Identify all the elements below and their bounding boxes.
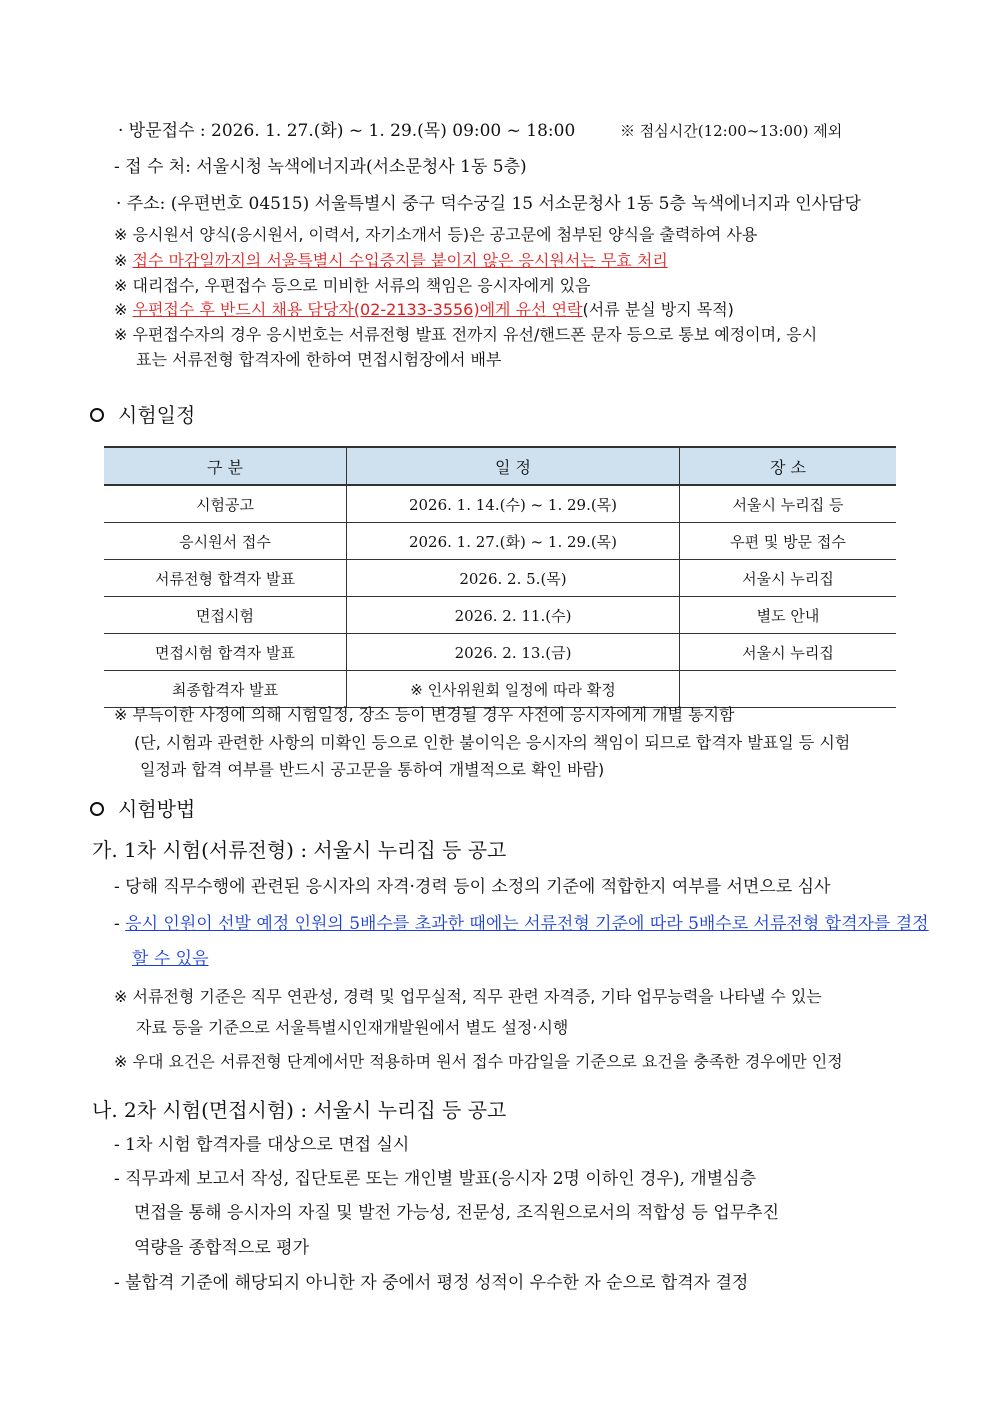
reception-address: · 주소: (우편번호 04515) 서울특별시 중구 덕수궁길 15 서소문청사 1동 5층 녹색에너지과 인사담당	[116, 194, 861, 214]
note-mark: ※	[114, 300, 133, 319]
reception-office: - 접 수 처: 서울시청 녹색에너지과(서소문청사 1동 5층)	[114, 157, 527, 177]
cell-category: 면접시험	[104, 597, 347, 634]
cell-place: 서울시 누리집	[680, 560, 897, 597]
note-mail-number: ※ 우편접수자의 경우 응시번호는 서류전형 발표 전까지 유선/핸드폰 문자 등으로 통보 예정이며, 응시	[114, 325, 818, 344]
schedule-table	[104, 446, 896, 708]
table-row	[104, 634, 896, 671]
table-row	[104, 671, 896, 708]
schedule-note-cont: 일정과 합격 여부를 반드시 공고문을 통하여 개별적으로 확인 바람)	[140, 760, 605, 779]
first-exam-multiplier-rule-cont: 할 수 있음	[132, 949, 209, 969]
circle-bullet-icon	[90, 408, 104, 422]
cell-date: 2026. 2. 5.(목)	[347, 560, 680, 597]
cell-place: 우편 및 방문 접수	[680, 523, 897, 560]
visit-reception-text: · 방문접수 : 2026. 1. 27.(화) ~ 1. 29.(목) 09:00 ~ 18:00	[118, 121, 576, 141]
first-exam-note: ※ 서류전형 기준은 직무 연관성, 경력 및 업무실적, 직무 관련 자격증, 기타 업무능력을 나타낼 수 있는	[114, 987, 822, 1006]
cell-category: 서류전형 합격자 발표	[104, 560, 347, 597]
second-exam-item-cont: 면접을 통해 응시자의 자질 및 발전 가능성, 전문성, 조직원으로서의 적합성 등 업무추진	[134, 1203, 780, 1223]
second-exam-item: - 직무과제 보고서 작성, 집단토론 또는 개인별 발표(응시자 2명 이하인 경우), 개별심층	[114, 1169, 756, 1189]
table-row	[104, 485, 896, 523]
note-proxy: ※ 대리접수, 우편접수 등으로 미비한 서류의 책임은 응시자에게 있음	[114, 276, 591, 295]
circle-bullet-icon	[90, 802, 104, 816]
method-heading	[90, 795, 195, 823]
table-row	[104, 597, 896, 634]
cell-date: 2026. 2. 11.(수)	[347, 597, 680, 634]
col-category: 구 분	[104, 447, 347, 485]
schedule-note-cont: (단, 시험과 관련한 사항의 미확인 등으로 인한 불이익은 응시자의 책임이 되므로 합격자 발표일 등 시험	[134, 733, 851, 752]
note-call	[114, 298, 734, 322]
note-stamp	[114, 249, 668, 273]
cell-date: 2026. 1. 27.(화) ~ 1. 29.(목)	[347, 523, 680, 560]
table-row	[104, 560, 896, 597]
cell-category: 면접시험 합격자 발표	[104, 634, 347, 671]
note-call-purpose: (서류 분실 방지 목적)	[582, 300, 734, 319]
cell-category: 최종합격자 발표	[104, 671, 347, 708]
method-heading-text: 시험방법	[118, 797, 196, 821]
second-exam-item: - 불합격 기준에 해당되지 아니한 자 중에서 평정 성적이 우수한 자 순으로 합격자 결정	[114, 1273, 749, 1293]
cell-place	[680, 671, 897, 708]
first-exam-item-blue-cont	[132, 947, 209, 971]
table-header-row	[104, 447, 896, 485]
table-row	[104, 523, 896, 560]
cell-category: 응시원서 접수	[104, 523, 347, 560]
cell-place: 별도 안내	[680, 597, 897, 634]
col-date: 일 정	[347, 447, 680, 485]
first-exam-note-cont: 자료 등을 기준으로 서울특별시인재개발원에서 별도 설정·시행	[136, 1018, 569, 1037]
schedule-heading	[90, 401, 195, 429]
cell-place: 서울시 누리집	[680, 634, 897, 671]
second-exam-item-cont: 역량을 종합적으로 평가	[134, 1238, 310, 1258]
col-place: 장 소	[680, 447, 897, 485]
second-exam-title: 나. 2차 시험(면접시험) : 서울시 누리집 등 공고	[92, 1098, 507, 1122]
first-exam-multiplier-rule: 응시 인원이 선발 예정 인원의 5배수를 초과한 때에는 서류전형 기준에 따라 5배수로 서류전형 합격자를 결정	[125, 914, 929, 934]
schedule-note: ※ 부득이한 사정에 의해 시험일정, 장소 등이 변경될 경우 사전에 응시자에게 개별 통지함	[114, 705, 735, 724]
first-exam-item-blue	[114, 912, 929, 936]
first-exam-preference-note: ※ 우대 요건은 서류전형 단계에서만 적용하며 원서 접수 마감일을 기준으로 요건을 충족한 경우에만 인정	[114, 1052, 843, 1071]
second-exam-item: - 1차 시험 합격자를 대상으로 면접 실시	[114, 1135, 410, 1155]
note-mail-number-cont: 표는 서류전형 합격자에 한하여 면접시험장에서 배부	[136, 350, 502, 369]
note-call-warning: 우편접수 후 반드시 채용 담당자(02-2133-3556)에게 유선 연락	[132, 300, 583, 319]
cell-place: 서울시 누리집 등	[680, 485, 897, 523]
cell-date: 2026. 2. 13.(금)	[347, 634, 680, 671]
cell-category: 시험공고	[104, 485, 347, 523]
dash: -	[114, 914, 126, 934]
first-exam-title: 가. 1차 시험(서류전형) : 서울시 누리집 등 공고	[92, 838, 507, 862]
cell-date: ※ 인사위원회 일정에 따라 확정	[347, 671, 680, 708]
schedule-heading-text: 시험일정	[118, 403, 196, 427]
lunch-note: ※ 점심시간(12:00~13:00) 제외	[620, 122, 843, 140]
cell-date: 2026. 1. 14.(수) ~ 1. 29.(목)	[347, 485, 680, 523]
note-stamp-warning: 접수 마감일까지의 서울특별시 수입증지를 붙이지 않은 응시원서는 무효 처리	[132, 251, 668, 270]
note-forms: ※ 응시원서 양식(응시원서, 이력서, 자기소개서 등)은 공고문에 첨부된 양식을 출력하여 사용	[114, 225, 758, 244]
first-exam-item: - 당해 직무수행에 관련된 응시자의 자격·경력 등이 소정의 기준에 적합한지 여부를 서면으로 심사	[114, 877, 831, 897]
visit-reception	[118, 119, 575, 143]
note-mark: ※	[114, 251, 133, 270]
